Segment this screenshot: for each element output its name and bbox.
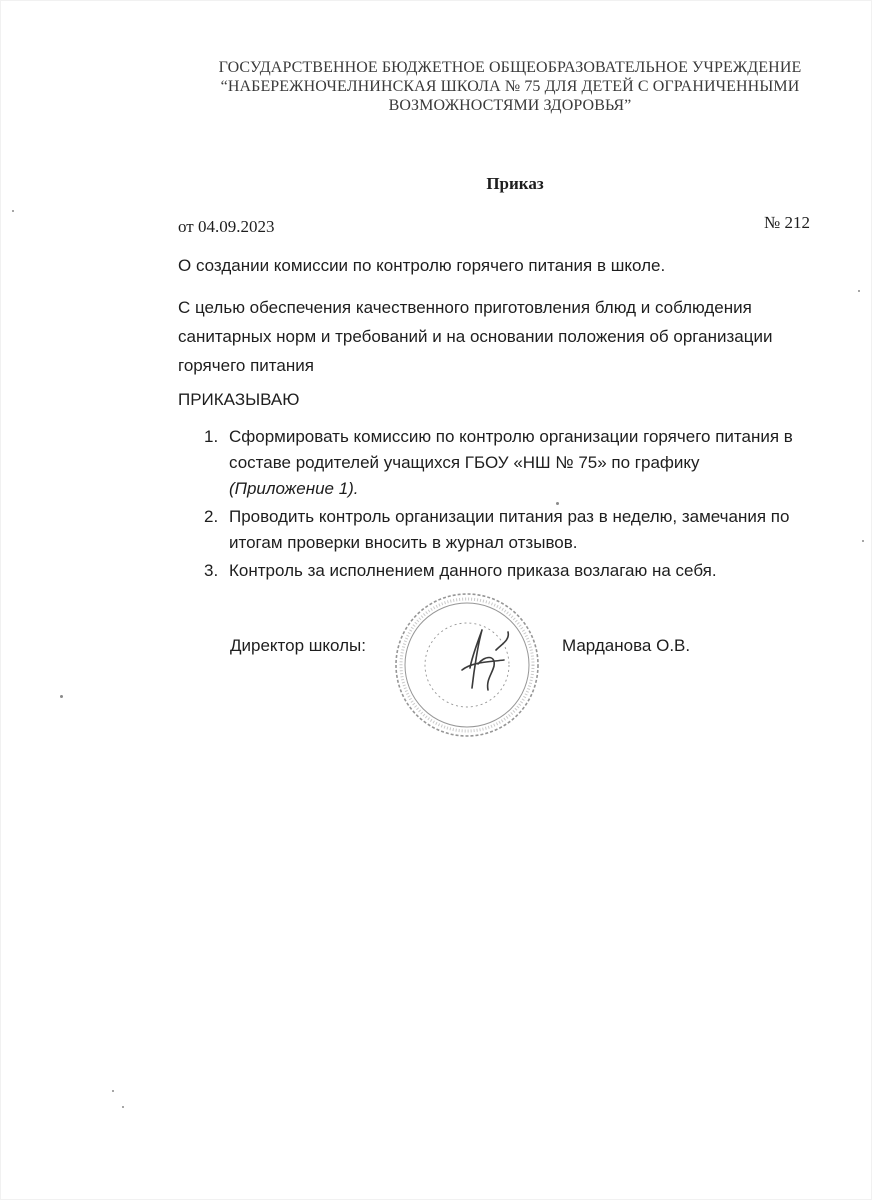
scan-speck: [112, 1090, 114, 1092]
item-line: составе родителей учащихся ГБОУ «НШ № 75» по графику: [229, 453, 700, 472]
item-line: Контроль за исполнением данного приказа возлагаю на себя.: [229, 561, 717, 580]
signatory-name: Марданова О.В.: [562, 636, 691, 655]
scan-speck: [862, 540, 864, 542]
organization-header: [150, 58, 870, 115]
order-items-list: [204, 424, 854, 586]
document-title: Приказ: [486, 174, 544, 193]
scan-speck: [12, 210, 14, 212]
document-subject: О создании комиссии по контролю горячего питания в школе.: [178, 256, 666, 275]
scan-speck: [556, 502, 559, 505]
item-number: 3.: [204, 561, 219, 580]
document-date: от 04.09.2023: [178, 217, 275, 236]
scan-speck: [60, 695, 63, 698]
signature-label: Директор школы:: [230, 636, 366, 655]
org-line: ГОСУДАРСТВЕННОЕ БЮДЖЕТНОЕ ОБЩЕОБРАЗОВАТЕЛЬНОЕ УЧРЕЖДЕНИЕ: [218, 59, 802, 76]
list-item: [204, 504, 854, 556]
scan-speck: [858, 290, 860, 292]
scan-speck: [122, 1106, 124, 1108]
official-stamp-icon: [392, 590, 542, 740]
list-item: [204, 424, 854, 502]
org-line: ВОЗМОЖНОСТЯМИ ЗДОРОВЬЯ”: [388, 97, 632, 114]
order-word: ПРИКАЗЫВАЮ: [178, 390, 300, 409]
preamble-line: санитарных норм и требований и на основании положения об организации: [178, 327, 773, 346]
preamble-line: горячего питания: [178, 356, 314, 375]
item-line: Проводить контроль организации питания раз в неделю, замечания по: [229, 507, 790, 526]
org-line: “НАБЕРЕЖНОЧЕЛНИНСКАЯ ШКОЛА № 75 ДЛЯ ДЕТЕЙ С ОГРАНИЧЕННЫМИ: [220, 78, 800, 95]
item-note: (Приложение 1).: [229, 479, 359, 498]
document-number: № 212: [764, 213, 810, 232]
item-line: Сформировать комиссию по контролю организации горячего питания в: [229, 427, 793, 446]
signature-icon: [462, 630, 508, 690]
item-number: 2.: [204, 507, 219, 526]
preamble-line: С целью обеспечения качественного приготовления блюд и соблюдения: [178, 298, 752, 317]
item-number: 1.: [204, 427, 219, 446]
item-line: итогам проверки вносить в журнал отзывов.: [229, 533, 578, 552]
list-item: [204, 558, 854, 584]
preamble: [178, 293, 838, 380]
